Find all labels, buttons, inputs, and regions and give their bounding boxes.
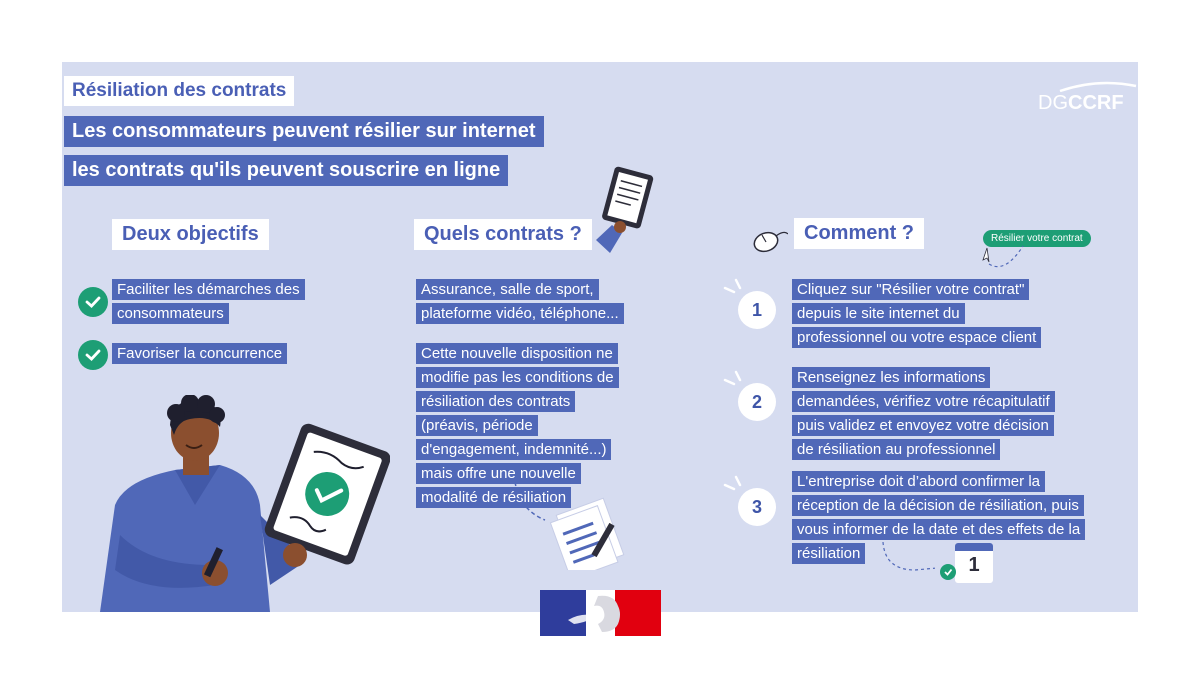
contrats-note: Cette nouvelle disposition ne modifie pas les conditions de résiliation des contrats (préavis, période d'engagement, indemnité...) mais offre une nouvelle modalité de résiliation bbox=[416, 342, 619, 510]
headline-line-2: les contrats qu'ils peuvent souscrire en ligne bbox=[64, 155, 508, 186]
calendar-day: 1 bbox=[968, 554, 980, 576]
check-icon bbox=[78, 287, 108, 317]
contrats-examples: Assurance, salle de sport, plateforme vidéo, téléphone... bbox=[416, 278, 624, 326]
cursor-path-icon bbox=[975, 240, 1035, 280]
kicker-title: Résiliation des contrats bbox=[64, 76, 294, 106]
check-icon bbox=[940, 564, 956, 580]
dashed-path-icon bbox=[875, 540, 935, 580]
step-number-1: 1 bbox=[738, 291, 776, 329]
marianne-profile-icon bbox=[568, 594, 634, 634]
objectifs-title: Deux objectifs bbox=[112, 219, 269, 250]
logo-arc-icon bbox=[1058, 80, 1148, 92]
logo-prefix: DG bbox=[1038, 92, 1068, 114]
contrats-title: Quels contrats ? bbox=[414, 219, 592, 250]
mouse-icon bbox=[748, 226, 788, 256]
resilier-contrat-button[interactable]: Résilier votre contrat bbox=[983, 230, 1091, 247]
hand-document-icon bbox=[592, 165, 662, 255]
objectif-2: Favoriser la concurrence bbox=[112, 342, 287, 366]
step-number-2: 2 bbox=[738, 383, 776, 421]
dgccrf-logo bbox=[1038, 80, 1148, 115]
step-3-text: L'entreprise doit d’abord confirmer la réception de la décision de résiliation, puis vous informer de la date et des effets de la résiliation bbox=[792, 470, 1085, 566]
marianne-flag-logo bbox=[540, 590, 661, 636]
calendar-icon bbox=[955, 543, 993, 583]
person-with-tablet-illustration bbox=[90, 395, 390, 612]
step-number-3: 3 bbox=[738, 488, 776, 526]
documents-pen-illustration bbox=[505, 480, 635, 570]
objectif-1: Faciliter les démarches des consommateurs bbox=[112, 278, 305, 326]
step-1-text: Cliquez sur "Résilier votre contrat" depuis le site internet du professionnel ou votre espace client bbox=[792, 278, 1041, 350]
logo-name: CCRF bbox=[1068, 92, 1124, 114]
comment-title: Comment ? bbox=[794, 218, 924, 249]
step-2-text: Renseignez les informations demandées, vérifiez votre récapitulatif puis validez et envoyez votre décision de résiliation au professionnel bbox=[792, 366, 1055, 462]
check-icon bbox=[78, 340, 108, 370]
headline-line-1: Les consommateurs peuvent résilier sur internet bbox=[64, 116, 544, 147]
calendar-header bbox=[955, 543, 993, 551]
